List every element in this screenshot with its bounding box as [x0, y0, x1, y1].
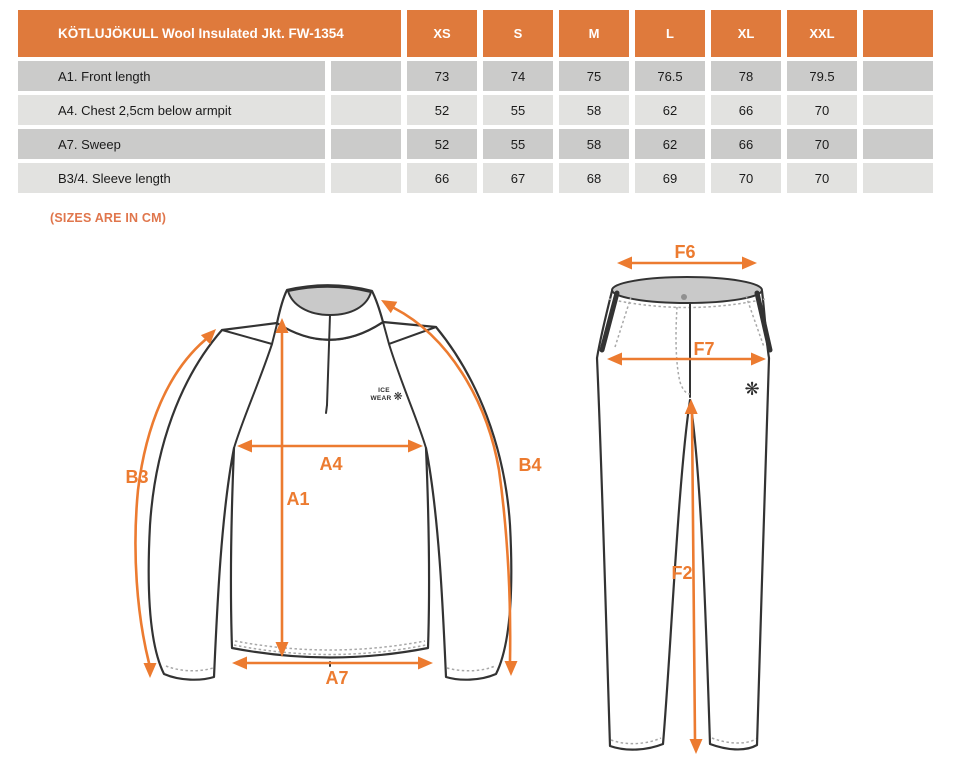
size-value-cell: 68 [559, 163, 629, 193]
size-value-cell: 74 [483, 61, 553, 91]
size-value-cell: 73 [407, 61, 477, 91]
filler-cell [863, 163, 933, 193]
a7-label: A7 [325, 668, 349, 688]
table-row [18, 129, 933, 159]
size-value-cell: 78 [711, 61, 781, 91]
jacket-silhouette [149, 322, 512, 680]
spacer-cell [331, 95, 401, 125]
size-value-cell: 52 [407, 129, 477, 159]
size-value-cell: 58 [559, 95, 629, 125]
size-header-xs: XS [407, 10, 477, 57]
size-value-cell: 70 [787, 163, 857, 193]
filler-cell [863, 129, 933, 159]
table-row [18, 95, 933, 125]
size-chart-header-row [18, 10, 933, 57]
logo-text-top: ICE [378, 387, 390, 394]
size-header-l: L [635, 10, 705, 57]
filler-cell [863, 61, 933, 91]
size-header-m: M [559, 10, 629, 57]
f7-label: F7 [693, 339, 715, 359]
size-value-cell: 55 [483, 129, 553, 159]
filler-cell [863, 95, 933, 125]
logo-snowflake-icon: ❋ [393, 390, 403, 403]
size-value-cell: 66 [407, 163, 477, 193]
row-label: A7. Sweep [18, 129, 325, 159]
measurement-diagram [0, 240, 960, 783]
a1-label: A1 [286, 489, 310, 509]
waist-button [681, 294, 687, 300]
b4-label: B4 [518, 455, 542, 475]
size-value-cell: 75 [559, 61, 629, 91]
size-value-cell: 52 [407, 95, 477, 125]
size-value-cell: 62 [635, 95, 705, 125]
jacket-drawing [125, 285, 541, 688]
f6-label: F6 [674, 242, 696, 262]
pants-silhouette [597, 284, 769, 750]
size-value-cell: 55 [483, 95, 553, 125]
a4-label: A4 [319, 454, 343, 474]
sizes-unit-note: (SIZES ARE IN CM) [50, 211, 167, 225]
spacer-cell [331, 129, 401, 159]
size-chart-table [12, 6, 939, 197]
waist-opening [612, 277, 762, 303]
size-value-cell: 62 [635, 129, 705, 159]
spacer-cell [331, 61, 401, 91]
spacer-cell [331, 163, 401, 193]
pants-drawing [597, 242, 770, 754]
size-value-cell: 70 [787, 95, 857, 125]
f2-label: F2 [671, 563, 693, 583]
table-row [18, 61, 933, 91]
size-value-cell: 76.5 [635, 61, 705, 91]
header-filler-cell [863, 10, 933, 57]
size-value-cell: 66 [711, 129, 781, 159]
size-header-xl: XL [711, 10, 781, 57]
size-value-cell: 79.5 [787, 61, 857, 91]
pants-snowflake-icon: ❋ [744, 379, 760, 400]
table-row [18, 163, 933, 193]
row-label: A1. Front length [18, 61, 325, 91]
zip-pull [326, 405, 327, 413]
size-header-s: S [483, 10, 553, 57]
size-value-cell: 70 [787, 129, 857, 159]
size-value-cell: 70 [711, 163, 781, 193]
size-value-cell: 58 [559, 129, 629, 159]
size-header-xxl: XXL [787, 10, 857, 57]
product-title: KÖTLUJÖKULL Wool Insulated Jkt. FW-1354 [18, 10, 401, 57]
size-value-cell: 66 [711, 95, 781, 125]
b3-label: B3 [125, 467, 149, 487]
row-label: B3/4. Sleeve length [18, 163, 325, 193]
row-label: A4. Chest 2,5cm below armpit [18, 95, 325, 125]
logo-text-bottom: WEAR [370, 395, 392, 402]
size-value-cell: 69 [635, 163, 705, 193]
size-value-cell: 67 [483, 163, 553, 193]
